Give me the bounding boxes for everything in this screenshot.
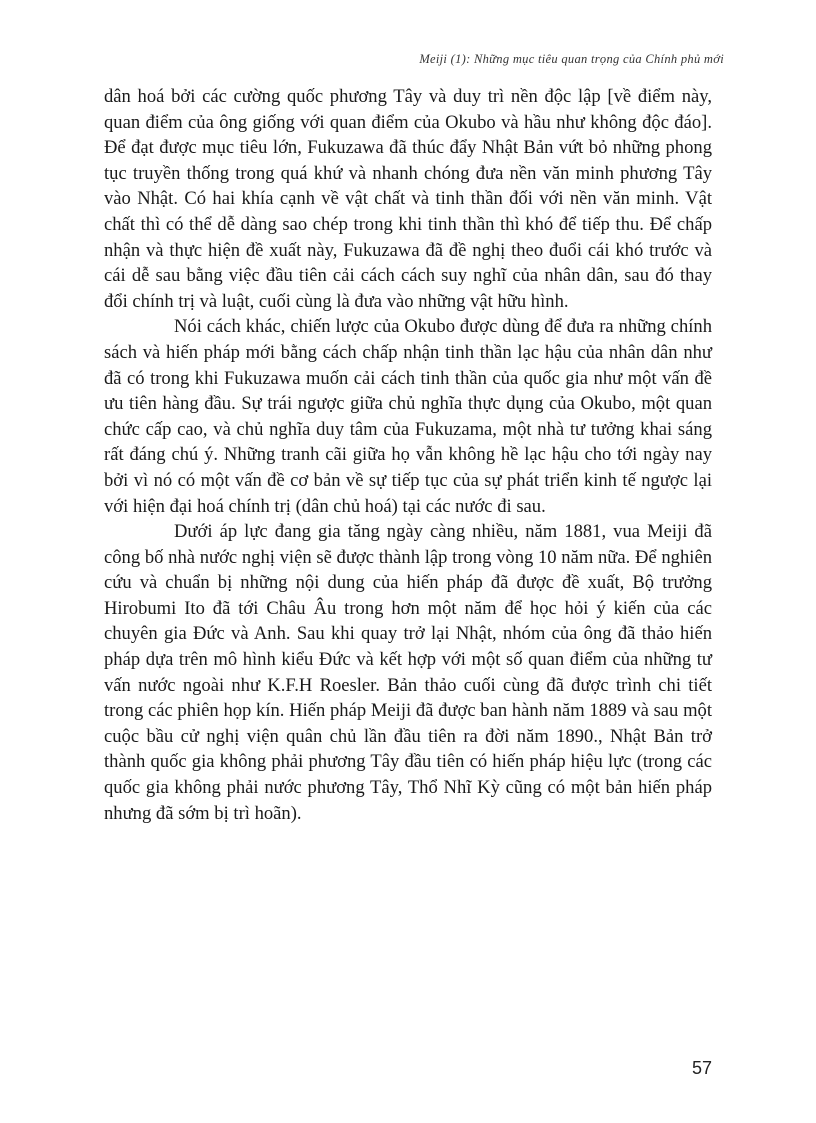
running-header: Meiji (1): Những mục tiêu quan trọng của Chính phủ mới [419, 52, 724, 66]
paragraph-okubo-strategy: Nói cách khác, chiến lược của Okubo được dùng để đưa ra những chính sách và hiến pháp mới bằng cách chấp nhận tinh thần lạc hậu của nhân dân như đã có trong khi Fukuzawa muốn cải cách tinh thần của quốc gia như một vấn đề ưu tiên hàng đầu. Sự trái ngược giữa chủ nghĩa thực dụng của Okubo, một quan chức cấp cao, và chủ nghĩa duy tâm của Fukuzama, một nhà tư tưởng khai sáng rất đáng chú ý. Những tranh cãi giữa họ vẫn không hề lạc hậu cho tới ngày nay bởi vì nó có một vấn đề cơ bản về sự tiếp tục của sự phát triển kinh tế ngược lại với hiện đại hoá chính trị (dân chủ hoá) tại các nước đi sau. [104, 316, 712, 517]
page-number: 57 [691, 1058, 712, 1078]
paragraph-continuation: dân hoá bởi các cường quốc phương Tây và duy trì nền độc lập [về điểm này, quan điểm của ông giống với quan điểm của Okubo và hầu như không độc đáo]. Để đạt được mục tiêu lớn, Fukuzawa đã thúc đẩy Nhật Bản vứt bỏ những phong tục truyền thống trong quá khứ và nhanh chóng đưa nền văn minh phương Tây vào Nhật. Có hai khía cạnh về vật chất và tinh thần đối với nền văn minh. Vật chất thì có thể dễ dàng sao chép trong khi tinh thần thì khó để tiếp thu. Để chấp nhận và thực hiện đề xuất này, Fukuzawa đã đề nghị theo đuổi cái khó trước và cái dễ sau bằng việc đầu tiên cải cách cách suy nghĩ của nhân dân, sau đó thay đổi chính trị và luật, cuối cùng là đưa vào những vật hữu hình. [104, 86, 712, 312]
body-text [104, 84, 712, 826]
paragraph-meiji-constitution: Dưới áp lực đang gia tăng ngày càng nhiều, năm 1881, vua Meiji đã công bố nhà nước nghị viện sẽ được thành lập trong vòng 10 năm nữa. Để nghiên cứu và chuẩn bị những nội dung của hiến pháp đã được đề xuất, Bộ trưởng Hirobumi Ito đã tới Châu Âu trong hơn một năm để học hỏi ý kiến của các chuyên gia Đức và Anh. Sau khi quay trở lại Nhật, nhóm của ông đã thảo hiến pháp dựa trên mô hình kiểu Đức và kết hợp với một số quan điểm của những tư vấn nước ngoài như K.F.H Roesler. Bản thảo cuối cùng đã được trình chi tiết trong các phiên họp kín. Hiến pháp Meiji đã được ban hành năm 1889 và sau một cuộc bầu cử nghị viện quân chủ lần đầu tiên ra đời năm 1890., Nhật Bản trở thành quốc gia không phải phương Tây đầu tiên có hiến pháp hiệu lực (trong các quốc gia không phải nước phương Tây, Thổ Nhĩ Kỳ cũng có một bản hiến pháp nhưng đã sớm bị trì hoãn). [104, 521, 712, 824]
